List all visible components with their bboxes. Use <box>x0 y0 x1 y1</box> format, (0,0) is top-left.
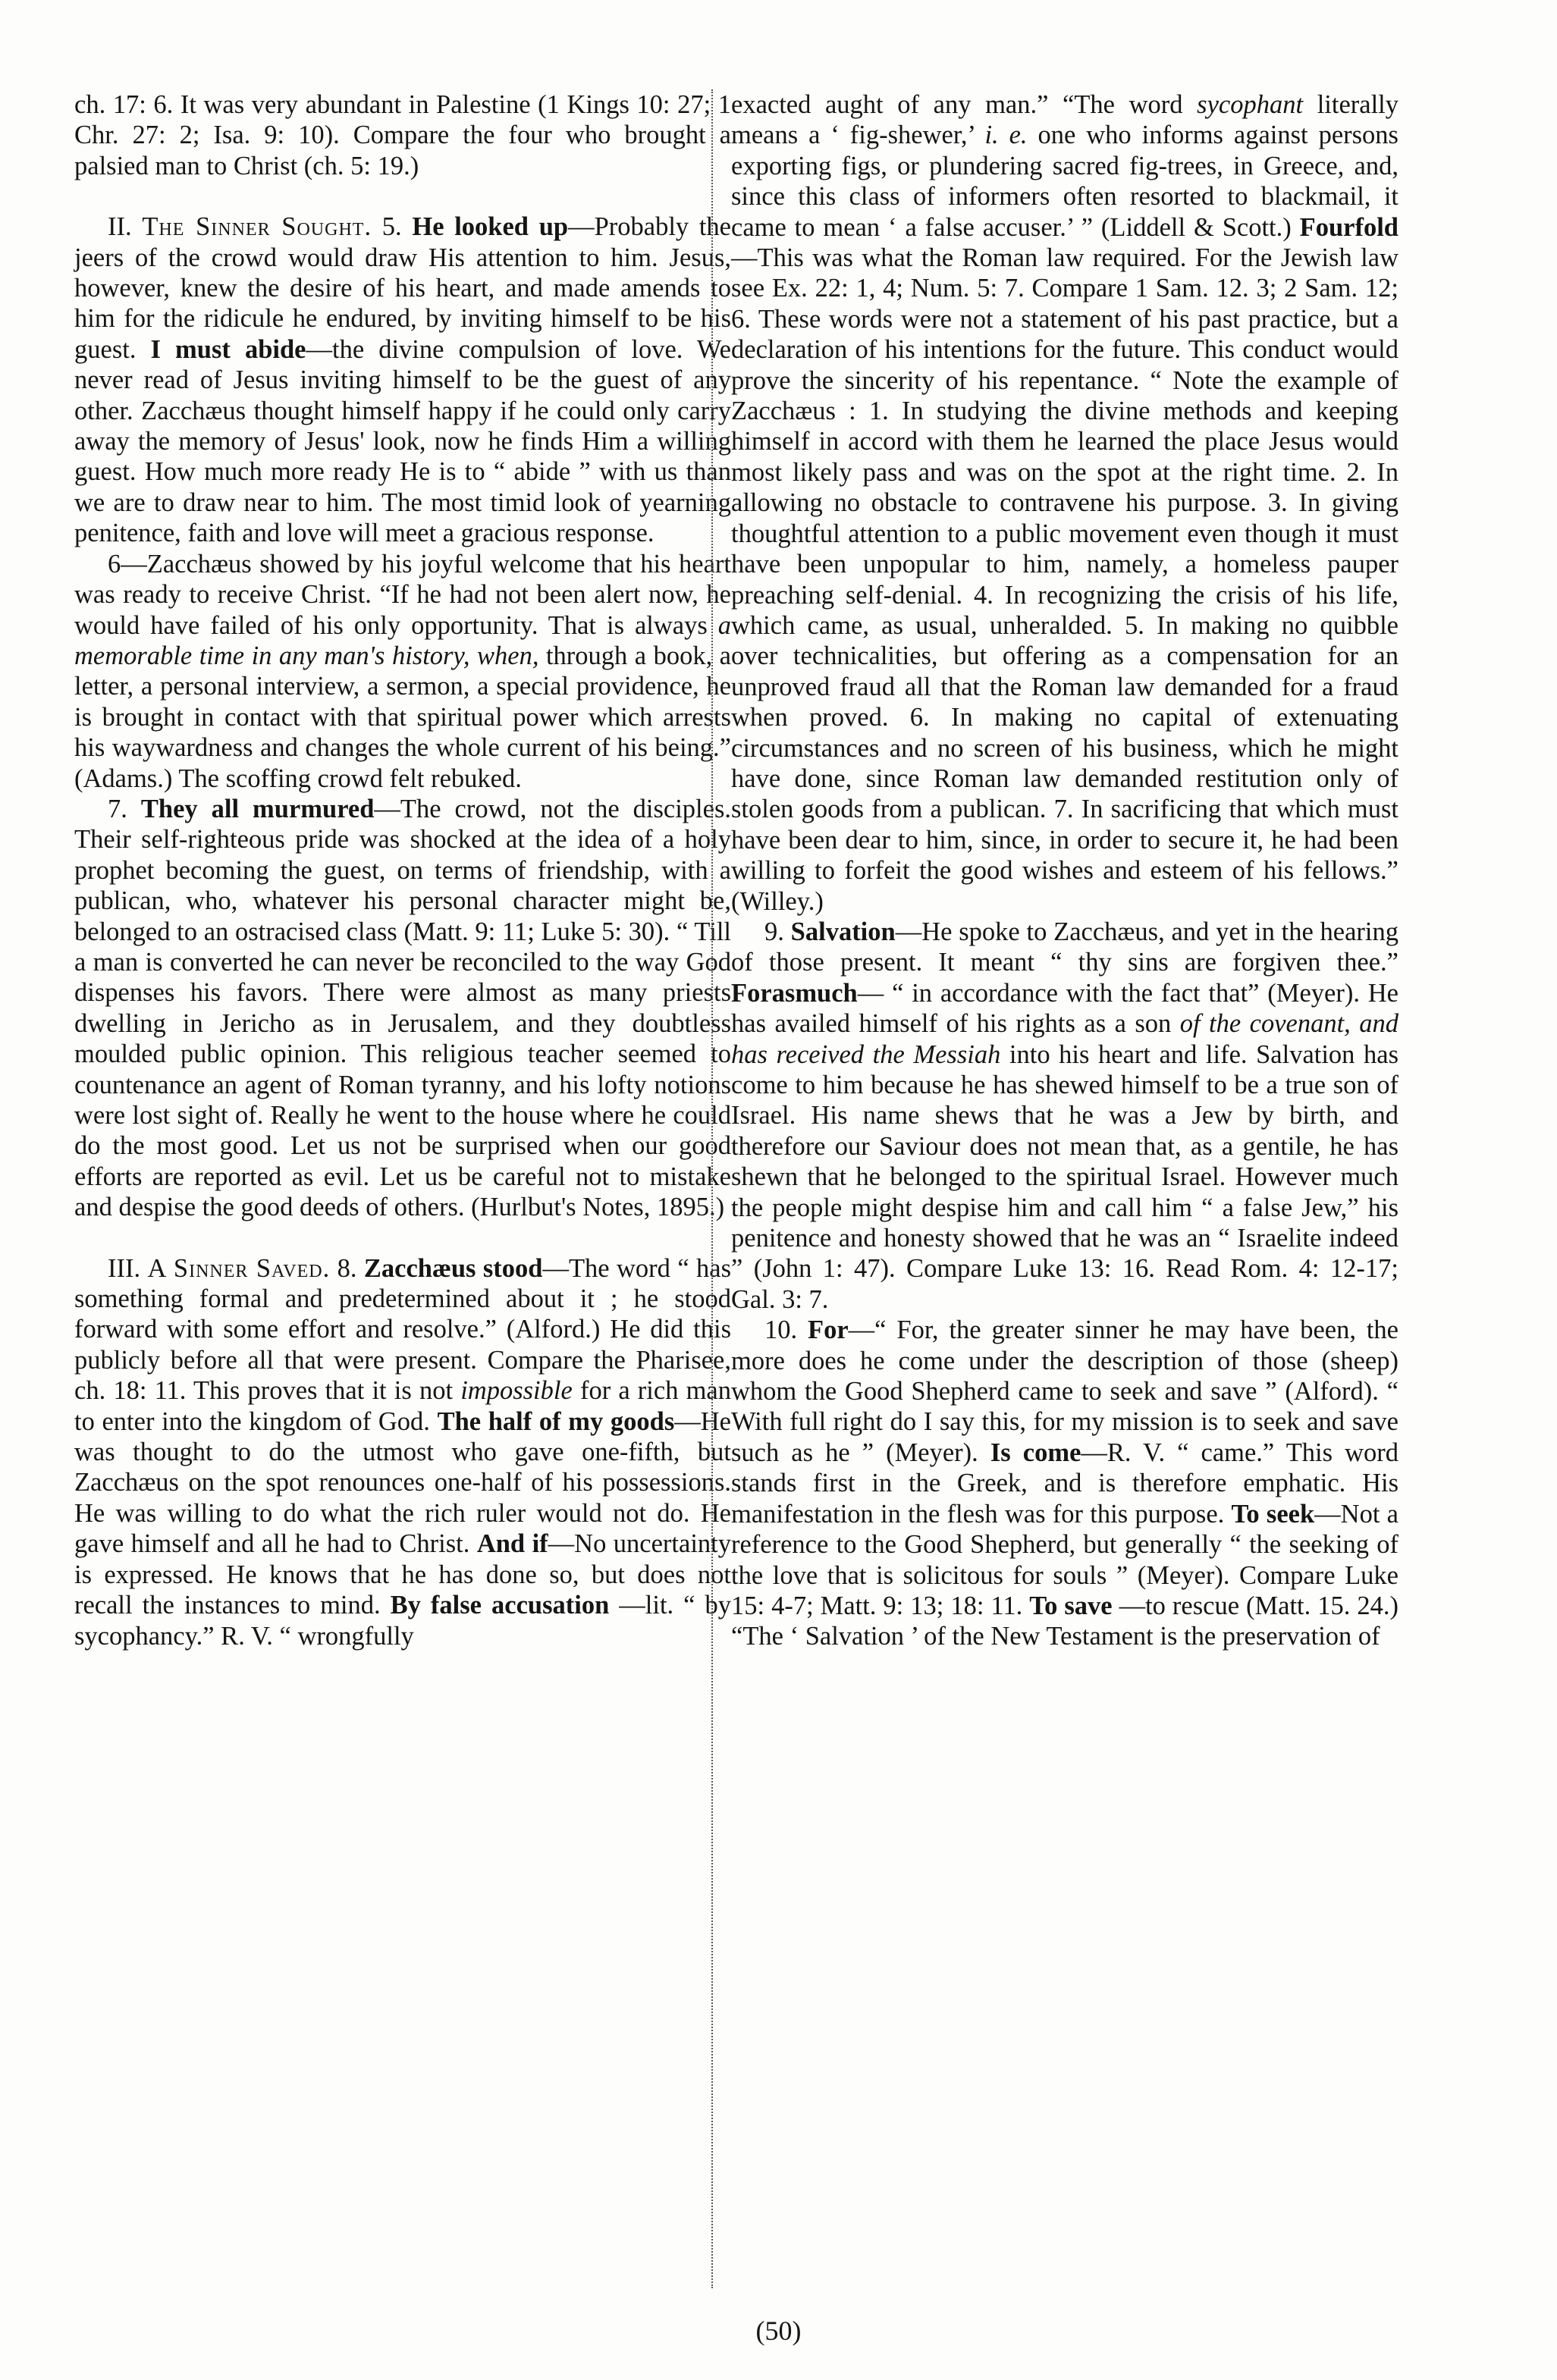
term: The half of my goods <box>437 1406 675 1436</box>
term: And if <box>476 1529 548 1559</box>
text-run: —R. V. “ came.” This word stands first in the Greek, and is therefore emphatic. His manifestation in the flesh was for this purpose. <box>731 1438 1399 1529</box>
italic-run: of the covenant, and has received the Messiah <box>731 1009 1398 1069</box>
text-run: for a rich man to enter into the kingdom of God. <box>74 1376 731 1436</box>
section-heading-sinner-sought <box>74 212 731 548</box>
text-run: —lit. “ by sycophancy.” R. V. “ wrongfully <box>74 1591 731 1651</box>
paragraph <box>74 794 731 1223</box>
term: By false accusation <box>390 1591 610 1620</box>
term: Forasmuch <box>731 978 858 1008</box>
term: They all murmured <box>140 794 375 823</box>
text-run: —The word “ has something formal and predetermined about it ; he stood forward with some effort and resolve.” (Alford.) He did this publicly before all that were present. Compare the Pharisee, ch. 18: 11. This proves that it is not <box>74 1253 732 1406</box>
text-run: —“ For, the greater sinner he may have been, the more does he come under the description of those (sheep) whom the Good Shepherd came to seek and save ” (Alford). “ With full right do I say this, for my mission is to seek and save such as he ” (Meyer). <box>731 1315 1398 1467</box>
term: To save <box>1029 1591 1113 1620</box>
text-run: —He spoke to Zacchæus, and yet in the hearing of those present. It meant “ thy sins are forgiven thee.” <box>731 917 1399 977</box>
text-run: into his heart and life. Salvation has come to him because he has shewed himself to be a true son of Israel. His name shews that he was a Jew by birth, and therefore our Saviour does not mean that, as a gentile, he has shewn that he belonged to the spiritual Israel. However much the people might despise him and call him “ a false Jew,” his penitence and honesty showed that he was an “ Israelite indeed ” (John 1: 47). Compare Luke 13: 16. Read Rom. 4: 12-17; Gal. 3: 7. <box>731 1039 1398 1314</box>
italic-run: i. e. <box>984 121 1028 150</box>
term: For <box>808 1315 849 1345</box>
term: Zacchæus stood <box>363 1253 543 1283</box>
text-run: 6—Zacchæus showed by his joyful welcome that his heart was ready to receive Christ. “If he had not been alert now, he would have failed of his only opportunity. That is always <box>74 549 731 640</box>
term: Salvation <box>790 917 896 946</box>
text-run: ch. 17: 6. It was very abundant in Palestine (1 Kings 10: 27; 1 Chr. 27: 2; Isa. 9: 10). Compare the four who brought a palsied man to Christ (ch. 5: 19.) <box>74 90 731 180</box>
section-title: The Sinner Sought. <box>142 212 372 242</box>
paragraph <box>731 1315 1398 1651</box>
paragraph <box>74 549 731 794</box>
page-number: (50) <box>755 2316 802 2346</box>
text-run: —the divine compulsion of love. We never read of Jesus inviting himself to be the guest of any other. Zacchæus thought himself happy if he could only carry away the memory of Jesus' look, now he finds Him a willing guest. How much more ready He is to “ abide ” with us than we are to draw near to him. The most timid look of yearning penitence, faith and love will meet a gracious response. <box>74 334 731 548</box>
italic-run: a memorable time in any man's history, when, <box>74 610 731 670</box>
section-title: A Sinner Saved. <box>147 1253 331 1283</box>
text-run: —He was thought to do the utmost who gave one-fifth, but Zacchæus on the spot renounces one-half of his possessions. He was willing to do what the rich ruler would not do. He gave himself and all he had to Christ. <box>74 1406 731 1559</box>
text-run: —Not a reference to the Good Shepherd, but generally “ the seeking of the love that is solicitous for souls ” (Meyer). Compare Luke 15: 4-7; Matt. 9: 13; 18: 11. <box>731 1499 1398 1620</box>
text-run: 5. <box>372 212 413 242</box>
term: To seek <box>1231 1499 1315 1529</box>
text-run: one who informs against persons exporting figs, or plundering sacred fig-trees, in Greece, and, since this class of informers often resorted to blackmail, it came to mean ‘ a false accuser.’ ” (Liddell & Scott.) <box>731 121 1398 242</box>
text-run: through a book, a letter, a personal interview, a sermon, a special providence, he is brought in contact with that spiritual power which arrests his waywardness and changes the whole current of his being.” (Adams.) The scoffing crowd felt rebuked. <box>74 641 731 793</box>
left-column <box>74 89 731 1651</box>
text-run: 9. <box>764 917 791 946</box>
term: Is come <box>990 1438 1081 1467</box>
text-run: 7. <box>108 794 141 823</box>
italic-run: sycophant <box>1197 90 1304 119</box>
text-run: 8. <box>330 1253 364 1283</box>
text-run: —Probably the jeers of the crowd would draw His attention to him. Jesus, however, knew the desire of his heart, and made amends to him for the ridicule he endured, by inviting himself to be his guest. <box>74 212 731 364</box>
term: He looked up <box>412 212 569 242</box>
text-run: III. <box>108 1253 148 1283</box>
text-run: — “ in accordance with the fact that” (Meyer). He has availed himself of his rights as a son <box>731 978 1398 1039</box>
column-divider <box>711 89 713 2288</box>
paragraph <box>731 917 1398 1315</box>
paragraph <box>74 89 731 181</box>
right-column <box>731 89 1398 1652</box>
italic-run: impossible <box>460 1376 573 1406</box>
text-run: —No uncertainty is expressed. He knows that he has done so, but does not recall the instances to mind. <box>74 1529 731 1620</box>
text-run: exacted aught of any man.” “The word <box>731 90 1198 119</box>
text-run: —to rescue (Matt. 15. 24.) “The ‘ Salvation ’ of the New Testament is the preservation of <box>731 1591 1398 1651</box>
text-run: —This was what the Roman law required. For the Jewish law see Ex. 22: 1, 4; Num. 5: 7. Compare 1 Sam. 12. 3; 2 Sam. 12; 6. These words were not a statement of his past practice, but a declaration of his intentions for the future. This conduct would prove the sincerity of his repentance. “ Note the example of Zacchæus : 1. In studying the divine methods and keeping himself in accord with them he learned the place Jesus would most likely pass and was on the spot at the right time. 2. In allowing no obstacle to contravene his purpose. 3. In giving thoughtful attention to a public movement even though it must have been unpopular to him, namely, a homeless pauper preaching self-denial. 4. In recognizing the crisis of his life, which came, as usual, unheralded. 5. In making no quibble over technicalities, but offering as a compensation for an unproved fraud all that the Roman law demanded for a fraud when proved. 6. In making no capital of extenuating circumstances and no screen of his business, which he might have done, since Roman law demanded restitution only of stolen goods from a publican. 7. In sacrificing that which must have been dear to him, since, in order to secure it, he had been willing to forfeit the good wishes and esteem of his fellows.” (Willey.) <box>731 243 1398 916</box>
text-run: literally means a ‘ fig-shewer,’ <box>731 90 1398 150</box>
text-run: —The crowd, not the disciples. Their self-righteous pride was shocked at the idea of a holy prophet becoming the guest, on terms of friendship, with a publican, who, whatever his personal character might be, belonged to an ostracised class (Matt. 9: 11; Luke 5: 30). “ Till a man is converted he can never be reconciled to the way God dispenses his favors. There were almost as many priests dwelling in Jericho as in Jerusalem, and they doubtless moulded public opinion. This religious teacher seemed to countenance an agent of Roman tyranny, and his lofty notions were lost sight of. Really he went to the house where he could do the most good. Let us not be surprised when our good efforts are reported as evil. Let us be careful not to mistake and despise the good deeds of others. (Hurlbut's Notes, 1895.) <box>74 794 731 1222</box>
paragraph <box>731 89 1398 917</box>
term: I must abide <box>150 334 306 364</box>
text-run: 10. <box>764 1315 808 1345</box>
section-heading-sinner-saved <box>74 1253 731 1651</box>
text-run: II. <box>108 212 143 242</box>
term: Fourfold <box>1299 212 1398 242</box>
